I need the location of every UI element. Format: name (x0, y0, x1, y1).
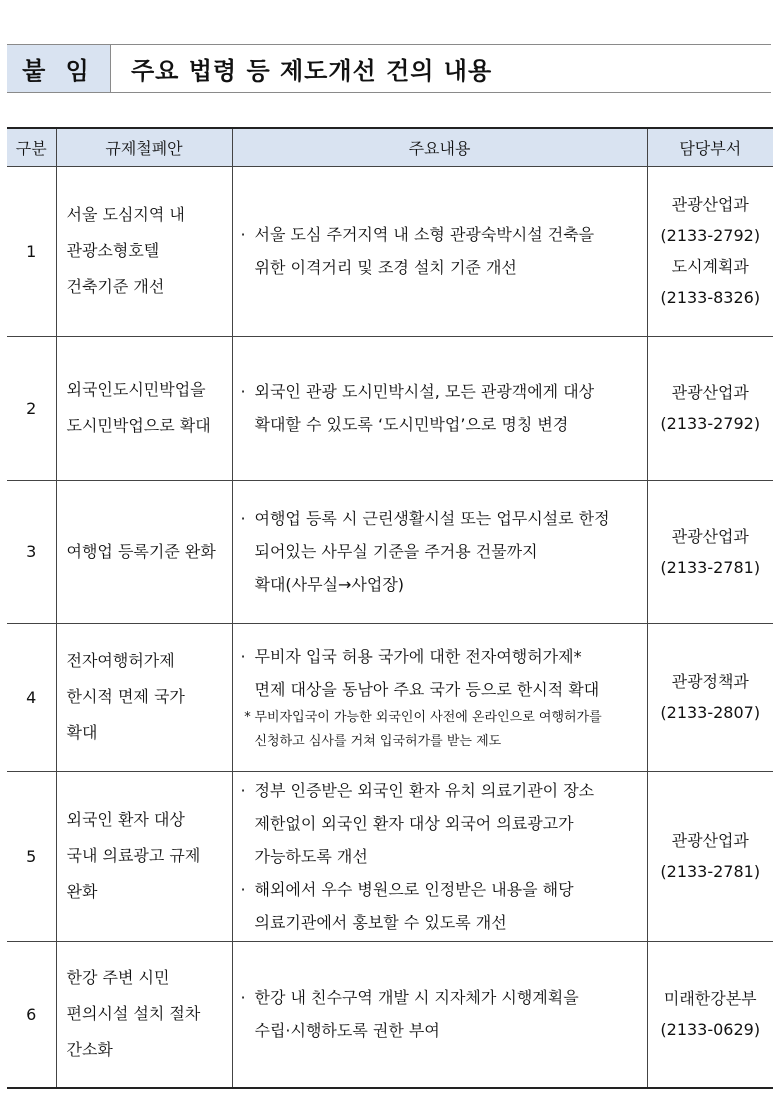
department-text: 관광산업과 (2133-2781) (660, 831, 761, 881)
regulation-name (56, 336, 232, 480)
table-row (7, 480, 773, 623)
main-content (232, 941, 647, 1088)
table-row (7, 166, 773, 336)
department (647, 166, 773, 336)
table-row (7, 771, 773, 941)
bullet-text: 해외에서 우수 병원으로 인정받은 내용을 해당 의료기관에서 홍보할 수 있도록 개선 (254, 879, 574, 932)
main-content (232, 166, 647, 336)
main-content (232, 623, 647, 771)
regulation-name (56, 480, 232, 623)
department-text: 관광산업과 (2133-2792) 도시계획과 (2133-8326) (660, 195, 761, 307)
department (647, 623, 773, 771)
attachment-tag: 붙 임 (7, 45, 111, 92)
bullet-mark: · (240, 225, 246, 244)
bullet-mark: · (240, 879, 246, 899)
bullet-mark: · (240, 382, 246, 401)
bullet-text: 정부 인증받은 외국인 환자 유치 의료기관이 장소 제한없이 외국인 환자 대상 외국어 의료광고가 가능하도록 개선 (254, 780, 595, 866)
bullet-mark: · (240, 647, 246, 666)
department-text: 관광산업과 (2133-2792) (660, 383, 761, 433)
regulation-name-text: 외국인 환자 대상 국내 의료광고 규제 완화 (66, 810, 201, 901)
bullet-text: 여행업 등록 시 근린생활시설 또는 업무시설로 한정 되어있는 사무실 기준을 주거용 건물까지 확대(사무실→사업장) (254, 509, 610, 594)
content-bullet (241, 981, 643, 1047)
bullet-text: 외국인 관광 도시민박시설, 모든 관광객에게 대상 확대할 수 있도록 ‘도시민박업’으로 명칭 변경 (254, 382, 595, 434)
department-text: 관광정책과 (2133-2807) (660, 672, 761, 722)
table-row (7, 336, 773, 480)
bullet-text: 서울 도심 주거지역 내 소형 관광숙박시설 건축을 위한 이격거리 및 조경 설치 기준 개선 (254, 225, 595, 277)
row-number: 2 (7, 336, 56, 480)
column-header-department: 담당부서 (647, 128, 773, 166)
row-number: 4 (7, 623, 56, 771)
row-number: 5 (7, 771, 56, 941)
page-title: 주요 법령 등 제도개선 건의 내용 (131, 57, 493, 85)
row-number: 6 (7, 941, 56, 1088)
department (647, 941, 773, 1088)
department (647, 336, 773, 480)
regulation-name (56, 623, 232, 771)
footnote-text: 무비자입국이 가능한 외국인이 사전에 온라인으로 여행허가를 신청하고 심사를 거쳐 입국허가를 받는 제도 (254, 710, 602, 749)
table-header-row (7, 128, 773, 166)
row-number: 1 (7, 166, 56, 336)
content-bullet (241, 640, 643, 706)
column-header-category: 구분 (7, 128, 56, 166)
department-text: 미래한강본부 (2133-0629) (660, 989, 761, 1040)
bullet-mark: · (240, 509, 246, 528)
department (647, 480, 773, 623)
content-bullet (241, 375, 643, 441)
content-bullet (241, 873, 643, 939)
regulation-name-text: 전자여행허가제 한시적 면제 국가 확대 (66, 651, 185, 742)
regulation-name-text: 외국인도시민박업을 도시민박업으로 확대 (66, 380, 211, 435)
department-text: 관광산업과 (2133-2781) (660, 526, 761, 577)
regulation-name (56, 166, 232, 336)
main-content (232, 480, 647, 623)
row-number: 3 (7, 480, 56, 623)
content-bullet (241, 218, 643, 284)
regulation-name-text: 여행업 등록기준 완화 (66, 541, 216, 561)
bullet-text: 한강 내 친수구역 개발 시 지자체가 시행계획을 수립·시행하도록 권한 부여 (254, 988, 579, 1041)
regulation-name-text: 한강 주변 시민 편의시설 설치 절차 간소화 (66, 968, 201, 1060)
bullet-text: 무비자 입국 허용 국가에 대한 전자여행허가제* 면제 대상을 동남아 주요 국가 등으로 한시적 확대 (254, 647, 600, 699)
department (647, 771, 773, 941)
column-header-content: 주요내용 (232, 128, 647, 166)
content-bullet (241, 774, 643, 873)
table-row (7, 623, 773, 771)
content-bullet (241, 502, 643, 601)
regulation-name (56, 771, 232, 941)
regulation-name (56, 941, 232, 1088)
column-header-regulation: 규제철폐안 (56, 128, 232, 166)
regulation-name-text: 서울 도심지역 내 관광소형호텔 건축기준 개선 (66, 205, 185, 296)
table-row (7, 941, 773, 1088)
title-bar (7, 44, 771, 93)
bullet-mark: · (240, 988, 246, 1008)
footnote-mark: * (244, 710, 251, 725)
footnote (241, 706, 643, 754)
bullet-mark: · (240, 780, 246, 800)
main-content (232, 771, 647, 941)
proposal-table (7, 127, 773, 1089)
main-content (232, 336, 647, 480)
